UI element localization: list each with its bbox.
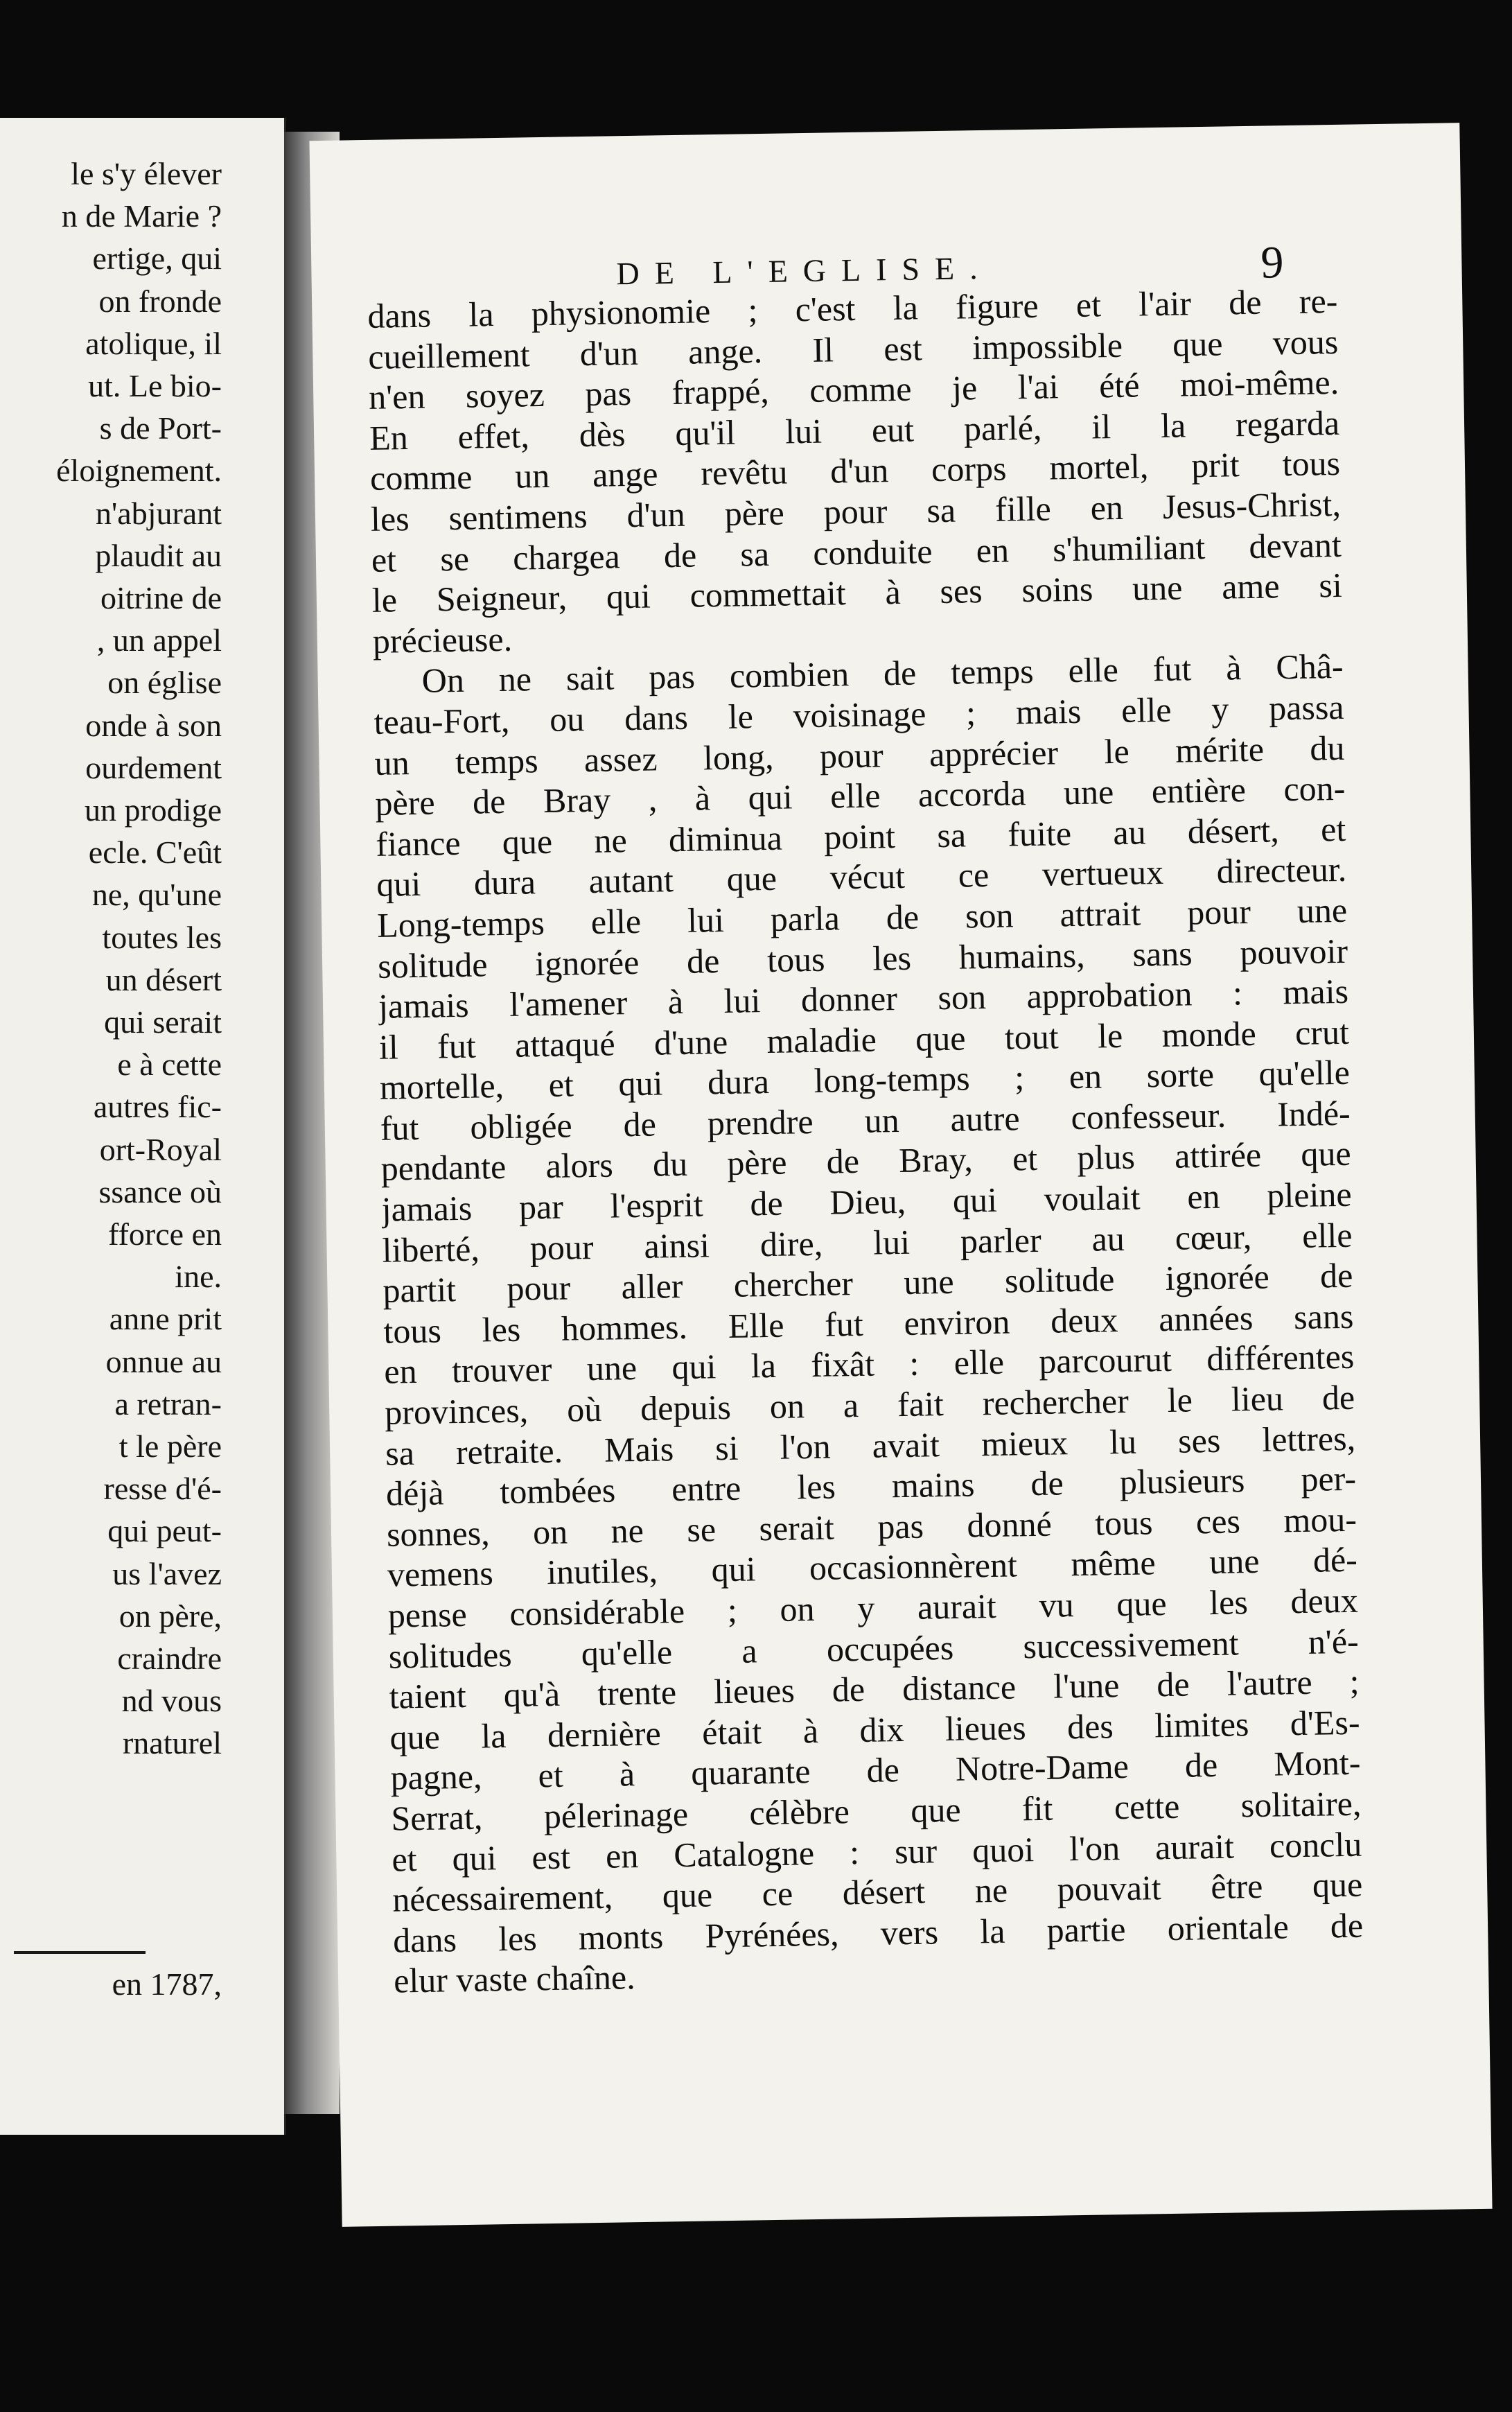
text-line: pendante alors du père de Bray, et plus attirée que <box>380 1134 1352 1189</box>
text-line: solitude ignorée de tous les humains, sans pouvoir <box>377 931 1348 986</box>
left-text-line: atolique, il <box>85 325 222 361</box>
left-text-line: anne prit <box>109 1301 222 1337</box>
text-line: sa retraite. Mais si l'on avait mieux lu ses lettres, <box>385 1418 1356 1473</box>
text-line: sonnes, on ne se serait pas donné tous ces mou- <box>386 1499 1357 1554</box>
text-line: dans les monts Pyrénées, vers la partie orientale de <box>392 1905 1364 1960</box>
left-text-line: nd vous <box>121 1683 222 1719</box>
text-line: pagne, et à quarante de Notre-Dame de Mont- <box>390 1743 1361 1798</box>
text-line: jamais par l'esprit de Dieu, qui voulait en pleine <box>381 1174 1352 1229</box>
left-text-line: oitrine de <box>100 580 222 615</box>
left-text-line: n'abjurant <box>95 495 222 531</box>
left-text-line: craindre <box>117 1641 222 1676</box>
text-line: déjà tombées entre les mains de plusieurs per- <box>385 1458 1357 1513</box>
right-page <box>309 123 1492 2227</box>
running-head: DE L'EGLISE. <box>616 250 993 292</box>
left-text-line: us l'avez <box>112 1555 222 1591</box>
text-line: Serrat, pélerinage célèbre que fit cette solitaire, <box>391 1783 1362 1838</box>
text-line: partit pour aller chercher une solitude ignorée de <box>383 1256 1353 1311</box>
text-line: fut obligée de prendre un autre confesseur. Indé- <box>380 1093 1351 1148</box>
left-text-line: ssance où <box>98 1173 222 1209</box>
left-text-line: rnaturel <box>122 1725 222 1761</box>
left-text-line: toutes les <box>102 919 222 955</box>
left-text-line: on père, <box>118 1598 222 1634</box>
left-text-line: ut. Le bio- <box>88 368 222 403</box>
left-text-line: ourdement <box>85 749 222 785</box>
text-line: taient qu'à trente lieues de distance l'une de l'autre ; <box>389 1661 1360 1716</box>
text-line: vemens inutiles, qui occasionnèrent même une dé- <box>387 1540 1358 1595</box>
left-text-line: qui serait <box>104 1004 222 1040</box>
text-line: les sentimens d'un père pour sa fille en Jesus-Christ, <box>370 484 1342 539</box>
left-text-line: onnue au <box>105 1343 222 1379</box>
footnote-rule <box>14 1951 146 1954</box>
text-line: Long-temps elle lui parla de son attrait pour une <box>376 890 1348 945</box>
left-text-line: qui peut- <box>107 1513 222 1549</box>
text-line: mortelle, et qui dura long-temps ; en sorte qu'elle <box>379 1053 1351 1108</box>
left-text-line: un désert <box>105 961 222 997</box>
left-text-line: e à cette <box>117 1047 222 1083</box>
left-text-line: autres fic- <box>93 1089 222 1125</box>
left-text-line: un prodige <box>84 792 222 828</box>
text-line: en trouver une qui la fixât : elle parcourut différentes <box>383 1337 1355 1392</box>
left-text-line: ine. <box>175 1259 222 1295</box>
left-text-line: ertige, qui <box>92 241 222 277</box>
text-line: fiance que ne diminua point sa fuite au désert, et <box>375 809 1346 864</box>
text-line: précieuse. <box>372 619 513 661</box>
left-text-line: on église <box>107 665 222 701</box>
left-text-line: ort-Royal <box>99 1131 222 1167</box>
text-line: teau-Fort, ou dans le voisinage ; mais elle y passa <box>373 687 1344 742</box>
text-line: que la dernière était à dix lieues des limites d'Es- <box>389 1702 1360 1757</box>
text-line: solitudes qu'elle a occupées successivement n'é- <box>388 1621 1360 1676</box>
text-line: un temps assez long, pour apprécier le mérite du <box>374 728 1345 783</box>
text-line: il fut attaqué d'une maladie que tout le monde crut <box>378 1012 1350 1067</box>
right-page-text <box>367 281 1364 2002</box>
text-line: elur vaste chaîne. <box>393 1957 636 2000</box>
left-text-line: fforce en <box>108 1216 222 1252</box>
left-text-line: a retran- <box>114 1386 222 1422</box>
page-number: 9 <box>1260 237 1284 288</box>
text-line: provinces, où depuis on a fait rechercher le lieu de <box>384 1377 1355 1432</box>
left-text-line: ecle. C'eût <box>88 834 222 871</box>
text-line: et se chargea de sa conduite en s'humiliant devant <box>371 525 1342 579</box>
text-line: qui dura autant que vécut ce vertueux directeur. <box>376 850 1347 905</box>
text-line: pense considérable ; on y aurait vu que les deux <box>387 1580 1359 1635</box>
text-line: cueillement d'un ange. Il est impossible que vous <box>367 322 1339 376</box>
left-text-line: , un appel <box>96 622 222 658</box>
left-text-line: onde à son <box>85 707 222 743</box>
left-page <box>0 118 286 2135</box>
text-line: En effet, dès qu'il lui eut parlé, il la regarda <box>369 403 1340 457</box>
left-text-line: éloignement. <box>56 453 222 489</box>
text-line: n'en soyez pas frappé, comme je l'ai été moi-même. <box>368 362 1339 417</box>
left-text-line: ne, qu'une <box>91 877 222 913</box>
left-text-line: on fronde <box>98 283 222 319</box>
text-line: et qui est en Catalogne : sur quoi l'on aurait conclu <box>391 1824 1362 1879</box>
left-text-line: n de Marie ? <box>61 198 222 234</box>
text-line: père de Bray , à qui elle accorda une entière con- <box>375 768 1346 823</box>
text-line: jamais l'amener à lui donner son approbation : mais <box>378 971 1349 1026</box>
text-line: tous les hommes. Elle fut environ deux années sans <box>383 1296 1354 1351</box>
text-line: nécessairement, que ce désert ne pouvait être que <box>392 1864 1363 1919</box>
left-text-line: le s'y élever <box>71 156 222 191</box>
text-line: le Seigneur, qui commettait à ses soins une ame si <box>371 566 1343 620</box>
text-line: liberté, pour ainsi dire, lui parler au cœur, elle <box>382 1215 1353 1270</box>
text-line: dans la physionomie ; c'est la figure et l'air de re- <box>367 281 1338 335</box>
text-line: On ne sait pas combien de temps elle fut à Châ- <box>421 647 1344 701</box>
left-footnote: en 1787, <box>112 1966 222 2002</box>
left-text-line: s de Port- <box>99 410 222 446</box>
left-text-line: t le père <box>118 1428 222 1464</box>
left-text-line: resse d'é- <box>103 1471 222 1507</box>
text-line: comme un ange revêtu d'un corps mortel, prit tous <box>369 444 1341 498</box>
left-text-line: plaudit au <box>95 537 222 573</box>
